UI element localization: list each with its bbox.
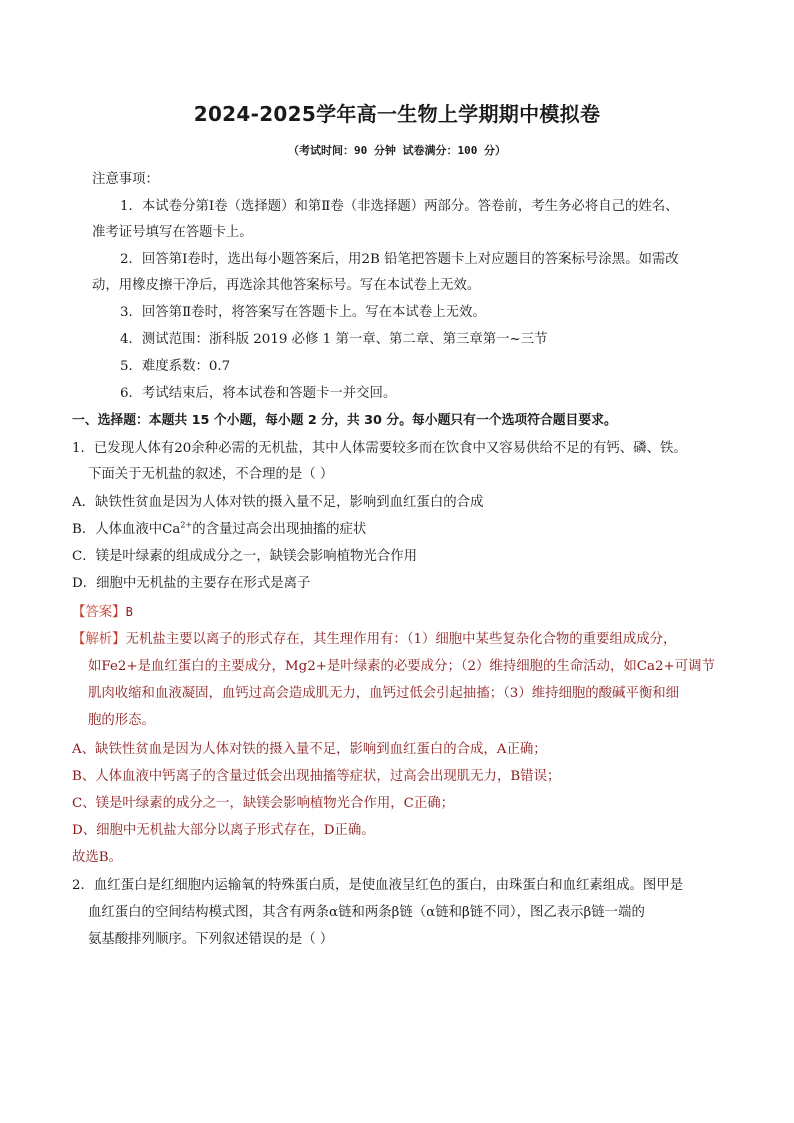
notice-item: 5．难度系数：0.7 [120,359,231,374]
analysis-tag: 【解析】 [72,632,126,647]
explanation-c: C、镁是叶绿素的成分之一，缺镁会影响植物光合作用，C正确； [72,796,455,811]
notice-item: 3．回答第Ⅱ卷时，将答案写在答题卡上。写在本试卷上无效。 [120,305,486,320]
question-1-stem: 下面关于无机盐的叙述，不合理的是（ ） [88,467,334,482]
notice-heading: 注意事项： [92,172,159,187]
question-2-stem: 2．血红蛋白是红细胞内运输氧的特殊蛋白质，是使血液呈红色的蛋白，由珠蛋白和血红素组成。图甲是 [72,878,684,893]
question-1-stem: 1．已发现人体有20余种必需的无机盐，其中人体需要较多而在饮食中又容易供给不足的有钙、磷、铁。 [72,441,687,456]
option-b-text: 的含量过高会出现抽搐的症状 [192,522,367,537]
analysis-line: 胞的形态。 [88,713,155,728]
analysis-line: 肌肉收缩和血液凝固，血钙过高会造成肌无力，血钙过低会引起抽搐；（3）维持细胞的酸碱平衡和细 [88,686,680,701]
notice-item: 1．本试卷分第Ⅰ卷（选择题）和第Ⅱ卷（非选择题）两部分。答卷前，考生务必将自己的姓名、 [120,199,679,214]
notice-item: 准考证号填写在答题卡上。 [92,225,253,240]
question-1-option-b [72,520,366,540]
section-heading: 一、选择题：本题共 15 个小题，每小题 2 分，共 30 分。每小题只有一个选项符合题目要求。 [72,413,617,428]
analysis-text: 无机盐主要以离子的形式存在，其生理作用有：（1）细胞中某些复杂化合物的重要组成成分， [125,632,677,647]
analysis-line: 如Fe2+是血红蛋白的主要成分，Mg2+是叶绿素的必要成分；（2）维持细胞的生命活动，如Ca2+可调节 [88,659,715,674]
analysis-line [72,630,676,650]
answer-value: B [125,605,133,619]
charge-superscript: 2+ [180,520,193,530]
question-1-option-c: C．镁是叶绿素的组成成分之一，缺镁会影响植物光合作用 [72,549,418,564]
question-1-option-a: A．缺铁性贫血是因为人体对铁的摄入量不足，影响到血红蛋白的合成 [72,495,484,510]
question-2-stem: 氨基酸排列顺序。下列叙述错误的是（ ） [88,932,334,947]
exam-info-subtitle: （考试时间：90 分钟 试卷满分：100 分） [288,144,506,157]
question-2-stem: 血红蛋白的空间结构模式图，其含有两条α链和两条β链（α链和β链不同），图乙表示β链一端的 [88,905,645,920]
explanation-d: D、细胞中无机盐大部分以离子形式存在，D正确。 [72,823,375,838]
notice-item: 4．测试范围：浙科版 2019 必修 1 第一章、第二章、第三章第一~三节 [120,332,548,347]
answer-line [72,602,133,623]
question-1-option-d: D．细胞中无机盐的主要存在形式是离子 [72,576,311,591]
notice-item: 2．回答第Ⅰ卷时，选出每小题答案后，用2B 铅笔把答题卡上对应题目的答案标号涂黑。如需改 [120,252,679,267]
notice-item: 6．考试结束后，将本试卷和答题卡一并交回。 [120,386,397,401]
option-b-text: B．人体血液中Ca [72,522,181,537]
conclusion: 故选B。 [72,850,123,865]
explanation-a: A、缺铁性贫血是因为人体对铁的摄入量不足，影响到血红蛋白的合成，A正确； [72,742,547,757]
explanation-b: B、人体血液中钙离子的含量过低会出现抽搐等症状，过高会出现肌无力，B错误； [72,769,561,784]
notice-item: 动，用橡皮擦干净后，再选涂其他答案标号。写在本试卷上无效。 [92,278,481,293]
page-title: 2024-2025学年高一生物上学期期中模拟卷 [193,102,601,126]
answer-tag: 【答案】 [72,605,126,620]
